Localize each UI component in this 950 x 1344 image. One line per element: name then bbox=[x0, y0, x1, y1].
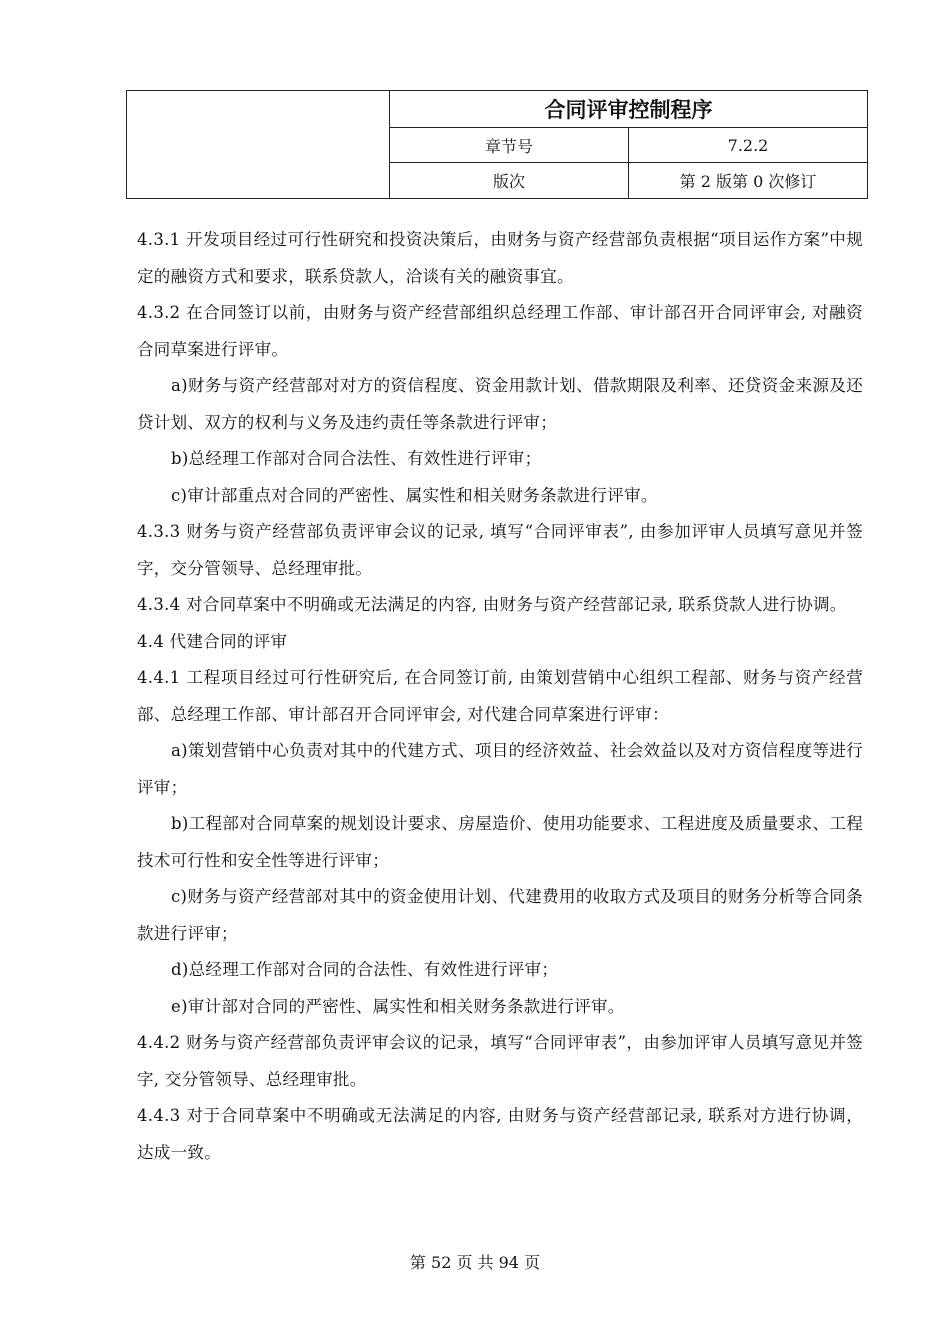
paragraph-4-3-2-c: c)审计部重点对合同的严密性、属实性和相关财务条款进行评审。 bbox=[171, 485, 658, 505]
page-number-footer: 第 52 页 共 94 页 bbox=[409, 1253, 541, 1272]
paragraph-4-3-2-a: a)财务与资产经营部对对方的资信程度、资金用款计划、借款期限及利率、还贷资金来源及还贷计划、双方的权利与义务及违约责任等条款进行评审； bbox=[137, 376, 863, 432]
paragraph-4-3-3: 4.3.3 财务与资产经营部负责评审会议的记录, 填写“合同评审表”, 由参加评审人员填写意见并签字，交分管领导、总经理审批。 bbox=[137, 522, 863, 578]
version-value: 第 2 版第 0 次修订 bbox=[629, 163, 868, 199]
document-title: 合同评审控制程序 bbox=[390, 91, 868, 128]
logo-cell bbox=[127, 91, 390, 199]
paragraph-4-4-2: 4.4.2 财务与资产经营部负责评审会议的记录，填写“合同评审表”，由参加评审人员填写意见并签字, 交分管领导、总经理审批。 bbox=[137, 1033, 863, 1089]
version-label: 版次 bbox=[390, 163, 629, 199]
paragraph-4-4-1-c: c)财务与资产经营部对其中的资金使用计划、代建费用的收取方式及项目的财务分析等合同条款进行评审； bbox=[137, 887, 863, 943]
section-heading-4-4: 4.4 代建合同的评审 bbox=[137, 631, 288, 651]
paragraph-4-3-2: 4.3.2 在合同签订以前，由财务与资产经营部组织总经理工作部、审计部召开合同评审会, 对融资合同草案进行评审。 bbox=[137, 303, 863, 359]
paragraph-4-3-1: 4.3.1 开发项目经过可行性研究和投资决策后，由财务与资产经营部负责根据“项目运作方案”中规定的融资方式和要求，联系贷款人，洽谈有关的融资事宜。 bbox=[137, 230, 863, 286]
paragraph-4-4-1-a: a)策划营销中心负责对其中的代建方式、项目的经济效益、社会效益以及对方资信程度等进行评审； bbox=[137, 741, 863, 797]
document-header-table bbox=[126, 90, 868, 199]
paragraph-4-3-2-b: b)总经理工作部对合同合法性、有效性进行评审； bbox=[171, 449, 542, 468]
chapter-label: 章节号 bbox=[390, 127, 629, 163]
chapter-value: 7.2.2 bbox=[629, 127, 868, 163]
paragraph-4-4-1-d: d)总经理工作部对合同的合法性、有效性进行评审； bbox=[171, 960, 559, 979]
paragraph-4-3-4: 4.3.4 对合同草案中不明确或无法满足的内容, 由财务与资产经营部记录, 联系贷款人进行协调。 bbox=[137, 595, 847, 614]
document-body bbox=[137, 222, 863, 1171]
paragraph-4-4-1-e: e)审计部对合同的严密性、属实性和相关财务条款进行评审。 bbox=[171, 996, 625, 1016]
paragraph-4-4-1-b: b)工程部对合同草案的规划设计要求、房屋造价、使用功能要求、工程进度及质量要求、工程技术可行性和安全性等进行评审； bbox=[137, 814, 863, 870]
paragraph-4-4-1: 4.4.1 工程项目经过可行性研究后, 在合同签订前, 由策划营销中心组织工程部、财务与资产经营部、总经理工作部、审计部召开合同评审会, 对代建合同草案进行评审： bbox=[137, 668, 863, 724]
paragraph-4-4-3: 4.4.3 对于合同草案中不明确或无法满足的内容, 由财务与资产经营部记录, 联系对方进行协调，达成一致。 bbox=[137, 1106, 863, 1162]
